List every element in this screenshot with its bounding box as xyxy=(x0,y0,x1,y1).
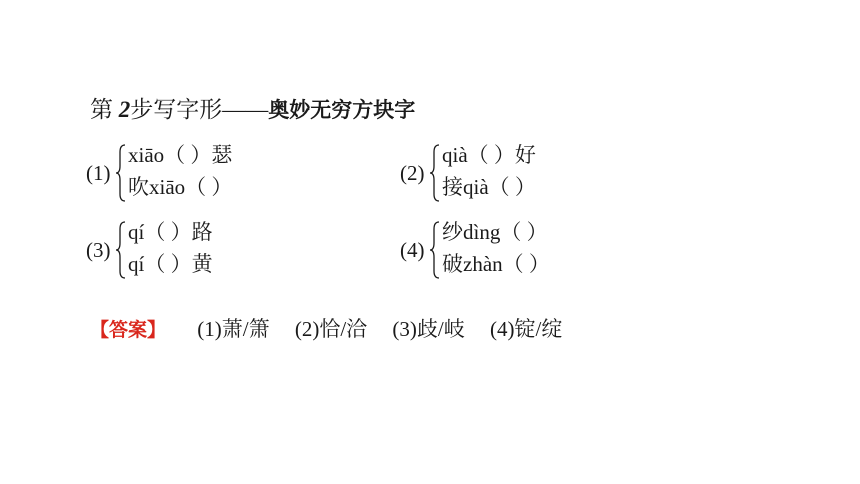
answer-item-2: (2)恰/洽 xyxy=(294,317,368,341)
question-group-4 xyxy=(400,219,660,285)
brace-icon xyxy=(430,221,440,279)
question-number: (1) xyxy=(86,161,111,185)
answer-item-3: (3)歧/岐 xyxy=(392,317,465,341)
question-number: (2) xyxy=(400,161,425,185)
answer-row xyxy=(90,316,582,343)
question-line-2: 破zhàn（ ） xyxy=(442,252,550,276)
question-line-1: xiāo（ ）瑟 xyxy=(128,143,233,167)
question-line-2: 接qià（ ） xyxy=(442,175,536,199)
question-line-2: qí（ ）黄 xyxy=(128,252,213,276)
answer-label: 【答案】 xyxy=(90,319,167,341)
answer-item-4: (4)锭/绽 xyxy=(490,317,563,341)
question-group-1 xyxy=(86,142,346,208)
question-number: (4) xyxy=(400,238,425,262)
brace-icon xyxy=(116,221,126,279)
question-number: (3) xyxy=(86,238,111,262)
title-prefix: 第 xyxy=(90,97,113,122)
answer-item-1: (1)萧/箫 xyxy=(197,317,270,341)
title-step-text: 步写字形—— xyxy=(130,97,269,122)
question-line-2: 吹xiāo（ ） xyxy=(128,175,233,199)
section-title xyxy=(90,96,415,124)
brace-icon xyxy=(430,144,440,202)
question-line-1: qià（ ）好 xyxy=(442,143,536,167)
title-step-number: 2 xyxy=(118,97,131,122)
question-line-1: qí（ ）路 xyxy=(128,220,213,244)
title-subtitle: 奥妙无穷方块字 xyxy=(268,98,416,122)
question-line-1: 纱dìng（ ） xyxy=(442,220,548,244)
question-group-3 xyxy=(86,219,346,285)
question-group-2 xyxy=(400,142,660,208)
brace-icon xyxy=(116,144,126,202)
